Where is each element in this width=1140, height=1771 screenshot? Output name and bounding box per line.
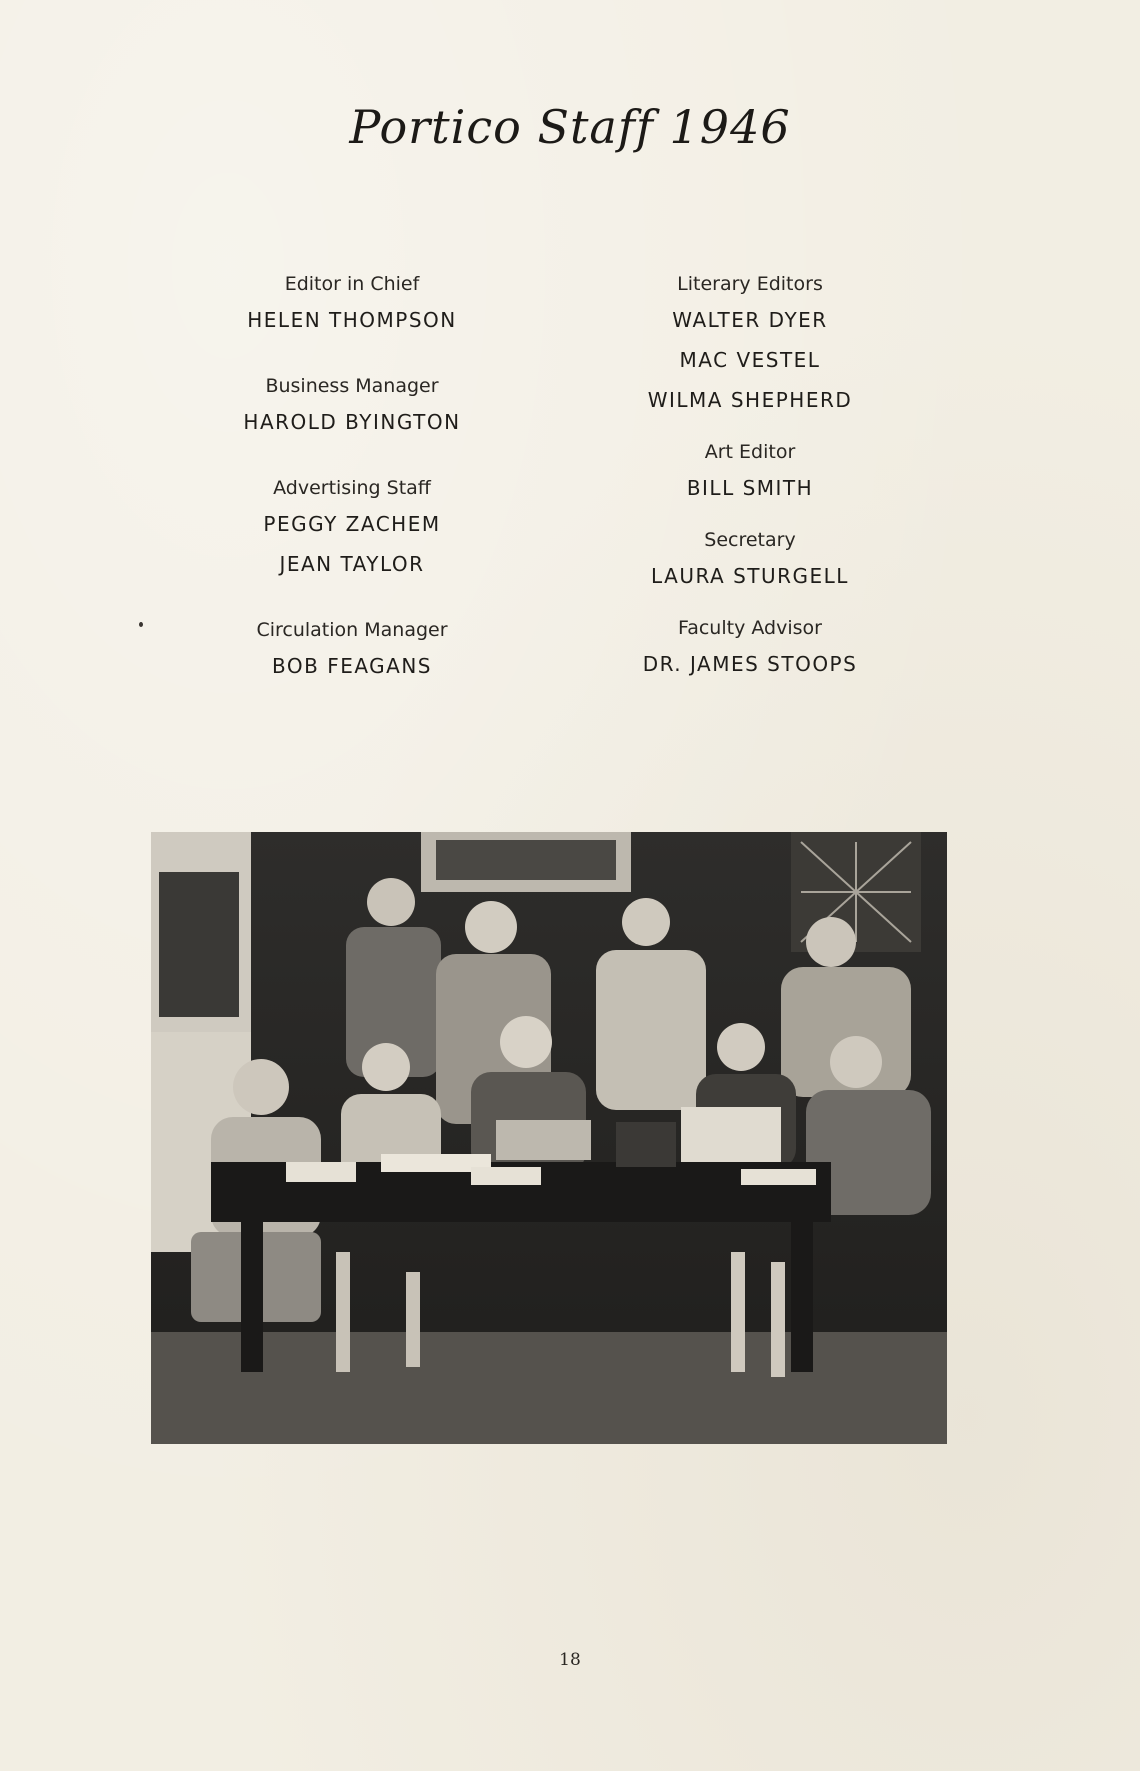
staff-group <box>172 268 532 340</box>
staff-name: BOB FEAGANS <box>272 654 432 678</box>
staff-name: WILMA SHEPHERD <box>647 388 853 412</box>
staff-group <box>172 370 532 442</box>
staff-name: HELEN THOMPSON <box>247 308 457 332</box>
staff-name: WALTER DYER <box>672 308 828 332</box>
staff-role: Circulation Manager <box>256 619 448 641</box>
staff-name: DR. JAMES STOOPS <box>642 652 858 676</box>
staff-role: Literary Editors <box>677 273 823 295</box>
staff-group <box>570 436 930 508</box>
staff-name: LAURA STURGELL <box>651 564 849 588</box>
staff-group <box>570 612 930 684</box>
staff-role: Art Editor <box>704 441 796 463</box>
staff-column-left <box>172 268 532 716</box>
staff-role: Editor in Chief <box>284 273 420 295</box>
staff-name: MAC VESTEL <box>679 348 821 372</box>
staff-group <box>570 524 930 596</box>
staff-column-right <box>570 268 930 700</box>
staff-group <box>172 614 532 686</box>
staff-name: PEGGY ZACHEM <box>263 512 441 536</box>
staff-name: BILL SMITH <box>686 476 814 500</box>
print-speck <box>139 622 143 627</box>
staff-name: JEAN TAYLOR <box>279 552 425 576</box>
staff-photo-illustration <box>151 832 947 1444</box>
staff-name: HAROLD BYINGTON <box>243 410 461 434</box>
staff-group <box>172 472 532 584</box>
staff-group-photo <box>151 832 947 1444</box>
staff-role: Faculty Advisor <box>678 617 822 639</box>
page-number: 18 <box>559 1650 581 1670</box>
staff-role: Business Manager <box>265 375 439 397</box>
staff-group <box>570 268 930 420</box>
staff-role: Advertising Staff <box>273 477 431 499</box>
staff-role: Secretary <box>704 529 796 551</box>
page-title: Portico Staff 1946 <box>349 100 791 154</box>
